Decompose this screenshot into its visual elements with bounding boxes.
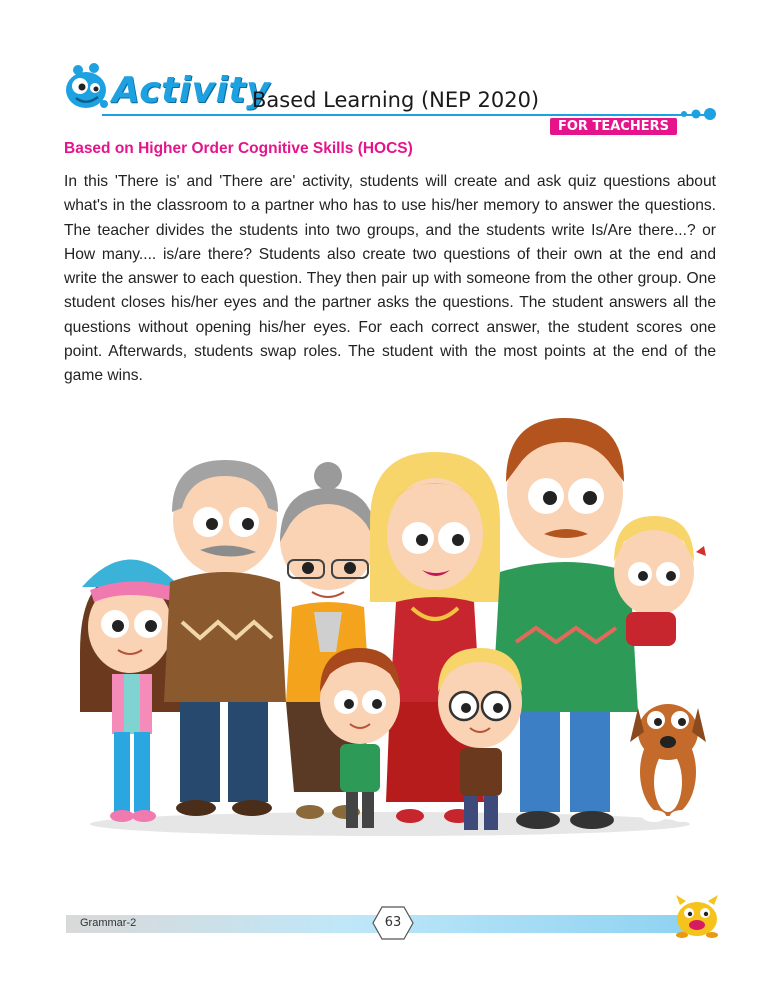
activity-subtitle: Based Learning (NEP 2020) xyxy=(252,88,540,112)
dots-decoration-icon xyxy=(680,107,720,121)
for-teachers-badge: FOR TEACHERS xyxy=(550,118,677,135)
father-figure xyxy=(492,418,638,829)
activity-title: Activity xyxy=(112,70,271,111)
blue-monster-mascot-icon xyxy=(60,62,112,112)
header-underline xyxy=(102,114,712,116)
footer-book-label: Grammar-2 xyxy=(80,917,137,929)
grandfather-figure xyxy=(164,460,286,816)
yellow-monster-mascot-icon xyxy=(672,893,722,939)
section-subheading: Based on Higher Order Cognitive Skills (HOCS) xyxy=(64,140,413,157)
page-number: 63 xyxy=(384,915,402,930)
dog-figure xyxy=(630,704,706,822)
cartoon-family-illustration xyxy=(60,412,720,842)
activity-description: In this 'There is' and 'There are' activity, students will create and ask quiz questions about what's in the classroom to a partner who has to use his/her memory to answer the questions. The teacher divides the students into two groups, and the students write Is/Are there...? or How many.... is/are there? Students also create two questions of their own at the end and write the answer to each question. They then pair up with someone from the other group. One student closes his/her eyes and the partner asks the questions. The student answers all the questions without opening his/her eyes. For each correct answer, the student scores one point. Afterwards, students swap roles. The student with the most points at the end of the game wins. xyxy=(64,173,716,385)
baby-girl-figure xyxy=(614,516,706,646)
activity-header xyxy=(60,62,725,142)
